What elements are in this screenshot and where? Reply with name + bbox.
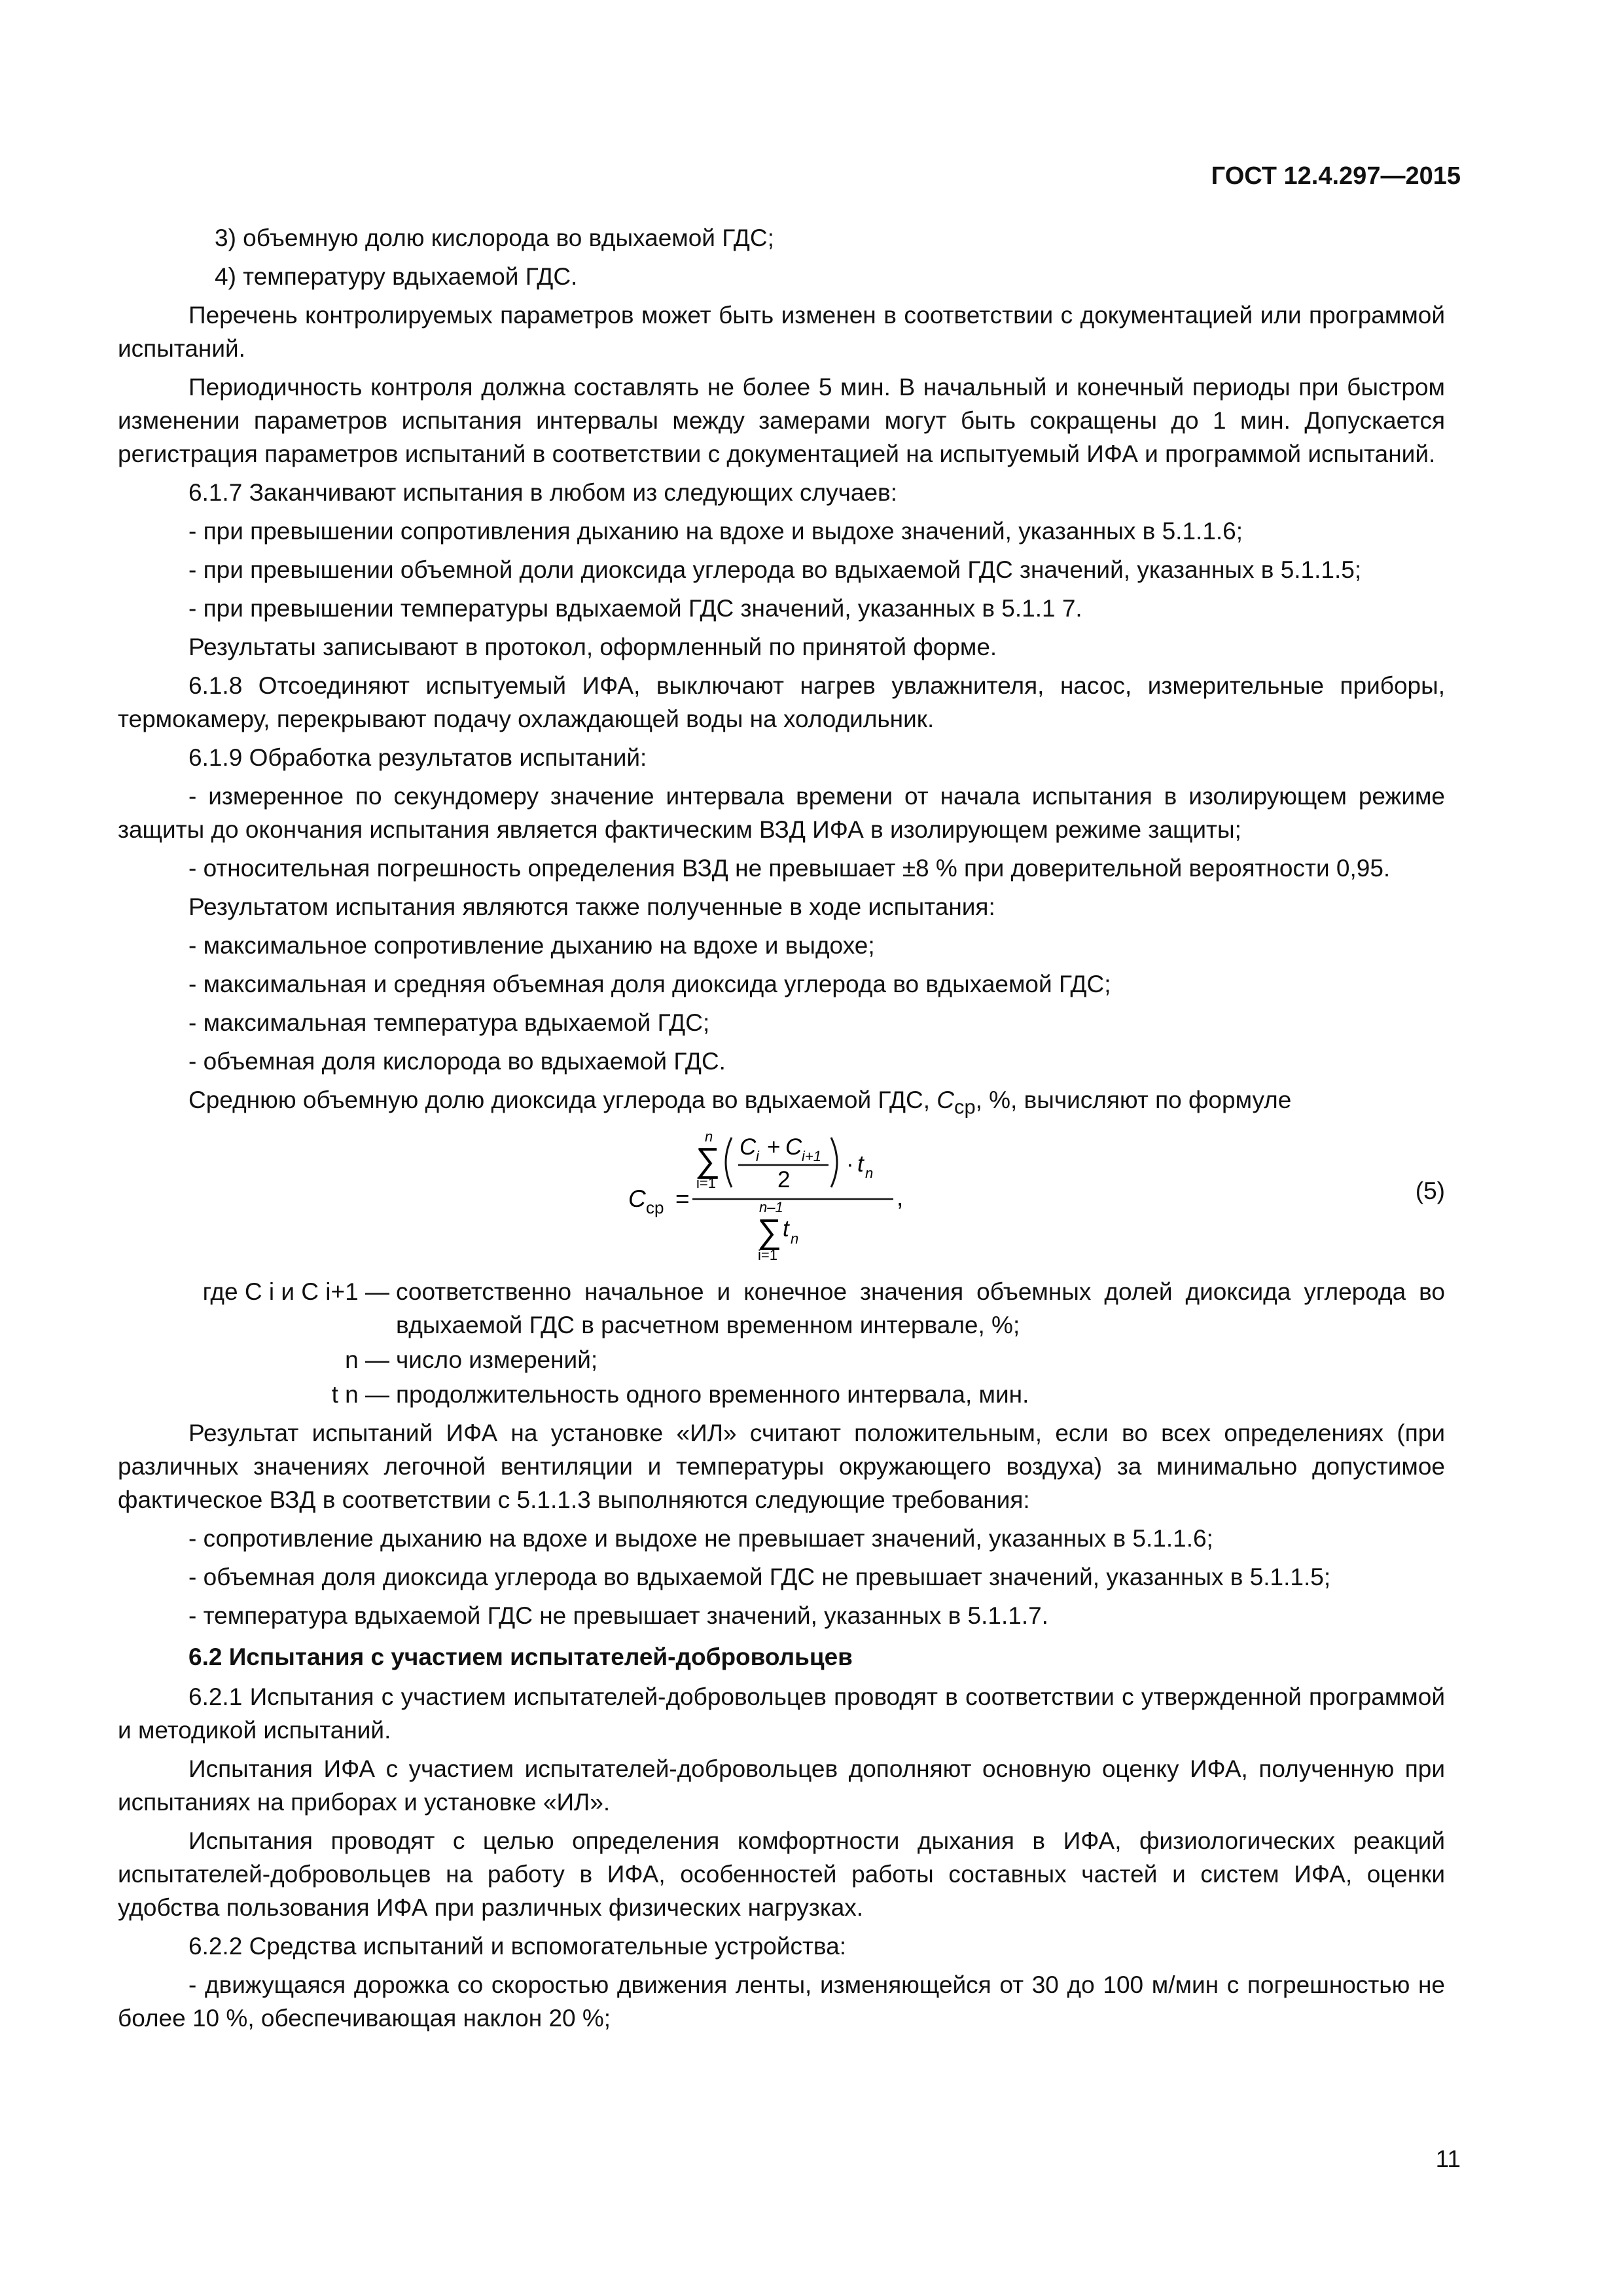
list-item: - при превышении температуры вдыхаемой ГДС значений, указанных в 5.1.1 7. xyxy=(188,595,1082,622)
where-text: число измерений; xyxy=(396,1346,598,1374)
list-item: - температура вдыхаемой ГДС не превышает значений, указанных в 5.1.1.7. xyxy=(188,1602,1048,1630)
where-text: продолжительность одного временного интервала, мин. xyxy=(396,1381,1029,1408)
where-item xyxy=(118,1378,1445,1411)
paragraph: Испытания ИФА с участием испытателей-добровольцев дополняют основную оценку ИФА, полученную при испытаниях на приборах и установке «ИЛ». xyxy=(118,1755,1445,1816)
list-item: 4) температуру вдыхаемой ГДС. xyxy=(215,263,578,290)
formula-svg xyxy=(628,1128,1047,1266)
den-t-sub: n xyxy=(791,1230,799,1247)
formula-equals: = xyxy=(675,1185,690,1213)
clause-6-1-7: 6.1.7 Заканчивают испытания в любом из следующих случаев: xyxy=(188,479,897,506)
formula-5 xyxy=(118,1128,1445,1266)
formula-dot: · xyxy=(846,1151,854,1177)
list-item: - максимальная и средняя объемная доля диоксида углерода во вдыхаемой ГДС; xyxy=(188,971,1111,997)
where-text: соответственно начальное и конечное значения объемных долей диоксида углерода во вдыхаемой ГДС в расчетном временном интервале, %; xyxy=(396,1278,1445,1339)
equation-number: (5) xyxy=(1415,1177,1445,1205)
formula-lhs-sub: ср xyxy=(646,1198,664,1218)
list-item: - при превышении сопротивления дыханию на вдохе и выдохе значений, указанных в 5.1.1.6; xyxy=(188,518,1243,545)
clause-6-2-1: 6.2.1 Испытания с участием испытателей-добровольцев проводят в соответствии с утвержденной программой и методикой испытаний. xyxy=(118,1683,1445,1744)
list-item: 3) объемную долю кислорода во вдыхаемой ГДС; xyxy=(215,224,774,251)
page-content xyxy=(118,221,1445,2040)
list-item: - максимальное сопротивление дыханию на вдохе и выдохе; xyxy=(188,932,875,959)
where-label: где C i и C i+1 — xyxy=(202,1278,389,1306)
text-run: Среднюю объемную долю диоксида углерода во вдыхаемой ГДС, xyxy=(188,1086,937,1113)
list-item: - сопротивление дыханию на вдохе и выдохе не превышает значений, указанных в 5.1.1.6; xyxy=(188,1525,1213,1552)
list-item: - измеренное по секундомеру значение интервала времени от начала испытания в изолирующем режиме защиты до окончания испытания является фактическим ВЗД ИФА в изолирующем режиме защиты; xyxy=(118,783,1445,843)
den-bottom: i=1 xyxy=(758,1247,777,1264)
list-item: - объемная доля кислорода во вдыхаемой ГДС. xyxy=(188,1048,726,1075)
sigma-icon: ∑ xyxy=(757,1213,782,1251)
list-item: - объемная доля диоксида углерода во вдыхаемой ГДС не превышает значений, указанных в 5.1.1.5; xyxy=(188,1564,1331,1591)
paragraph xyxy=(118,1083,1445,1123)
formula-two: 2 xyxy=(777,1167,791,1193)
section-heading-6-2: 6.2 Испытания с участием испытателей-добровольцев xyxy=(188,1643,853,1671)
paragraph: Периодичность контроля должна составлять не более 5 мин. В начальный и конечный периоды при быстром изменении параметров испытания интервалы между замерами могут быть сокращены до 1 мин. Допускается регистрация параметров испытаний в соответствии с документацией на испытуемый ИФА и программой испытаний. xyxy=(118,374,1445,467)
den-t: t xyxy=(783,1216,789,1242)
den-top: n–1 xyxy=(759,1199,783,1216)
sigma-icon: ∑ xyxy=(696,1141,721,1180)
formula-plus: + xyxy=(767,1134,781,1160)
page-number: 11 xyxy=(1435,2145,1461,2172)
formula-t-sub: n xyxy=(865,1165,874,1182)
list-item: - максимальная температура вдыхаемой ГДС; xyxy=(188,1009,710,1036)
paragraph: Испытания проводят с целью определения комфортности дыхания в ИФА, физиологических реакций испытателей-добровольцев на работу в ИФА, особенностей работы составных частей и систем ИФА, оценки удобства пользования ИФА при различных физических нагрузках. xyxy=(118,1827,1445,1922)
list-item: - при превышении объемной доли диоксида углерода во вдыхаемой ГДС значений, указанных в 5.1.1.5; xyxy=(188,556,1362,583)
clause-6-1-8: 6.1.8 Отсоединяют испытуемый ИФА, выключают нагрев увлажнителя, насос, измерительные приборы, термокамеру, перекрывают подачу охлаждающей воды на холодильник. xyxy=(118,672,1445,732)
paragraph: Результатом испытания являются также полученные в ходе испытания: xyxy=(188,893,995,920)
paren-right-icon xyxy=(831,1138,837,1187)
paren-left-icon xyxy=(726,1138,732,1187)
formula-lhs: C xyxy=(628,1185,646,1213)
where-label: t n — xyxy=(331,1381,389,1408)
formula-ci: C xyxy=(740,1134,757,1160)
clause-6-2-2: 6.2.2 Средства испытаний и вспомогательные устройства: xyxy=(188,1933,847,1960)
list-item: - относительная погрешность определения ВЗД не превышает ±8 % при доверительной вероятности 0,95. xyxy=(188,855,1391,882)
formula-ci1-sub: i+1 xyxy=(802,1148,821,1165)
sum-top: n xyxy=(705,1128,713,1145)
formula-t: t xyxy=(857,1151,864,1177)
paragraph: Результат испытаний ИФА на установке «ИЛ» считают положительным, если во всех определениях (при различных значениях легочной вентиляции и температуры окружающего воздуха) за минимально допустимое фактическое ВЗД в соответствии с 5.1.1.3 выполняются следующие требования: xyxy=(118,1420,1445,1514)
symbol-c: C xyxy=(936,1086,955,1113)
where-label: n — xyxy=(345,1346,389,1374)
where-item xyxy=(118,1343,1445,1376)
symbol-subscript: ср xyxy=(954,1095,976,1119)
text-run: , %, вычисляют по формуле xyxy=(975,1086,1292,1113)
formula-ci1: C xyxy=(785,1134,802,1160)
paragraph: Перечень контролируемых параметров может быть изменен в соответствии с документацией или программой испытаний. xyxy=(118,302,1445,362)
clause-6-1-9: 6.1.9 Обработка результатов испытаний: xyxy=(188,744,647,771)
paragraph: Результаты записывают в протокол, оформленный по принятой форме. xyxy=(188,634,997,660)
formula-ci-sub: i xyxy=(756,1148,759,1165)
list-item: - движущаяся дорожка со скоростью движения ленты, изменяющейся от 30 до 100 м/мин с погрешностью не более 10 %, обеспечивающая наклон 20 %; xyxy=(118,1971,1445,2032)
formula-comma: , xyxy=(897,1184,904,1211)
document-header: ГОСТ 12.4.297—2015 xyxy=(1211,162,1461,190)
sum-bottom: i=1 xyxy=(696,1175,716,1192)
where-item xyxy=(118,1275,1445,1342)
